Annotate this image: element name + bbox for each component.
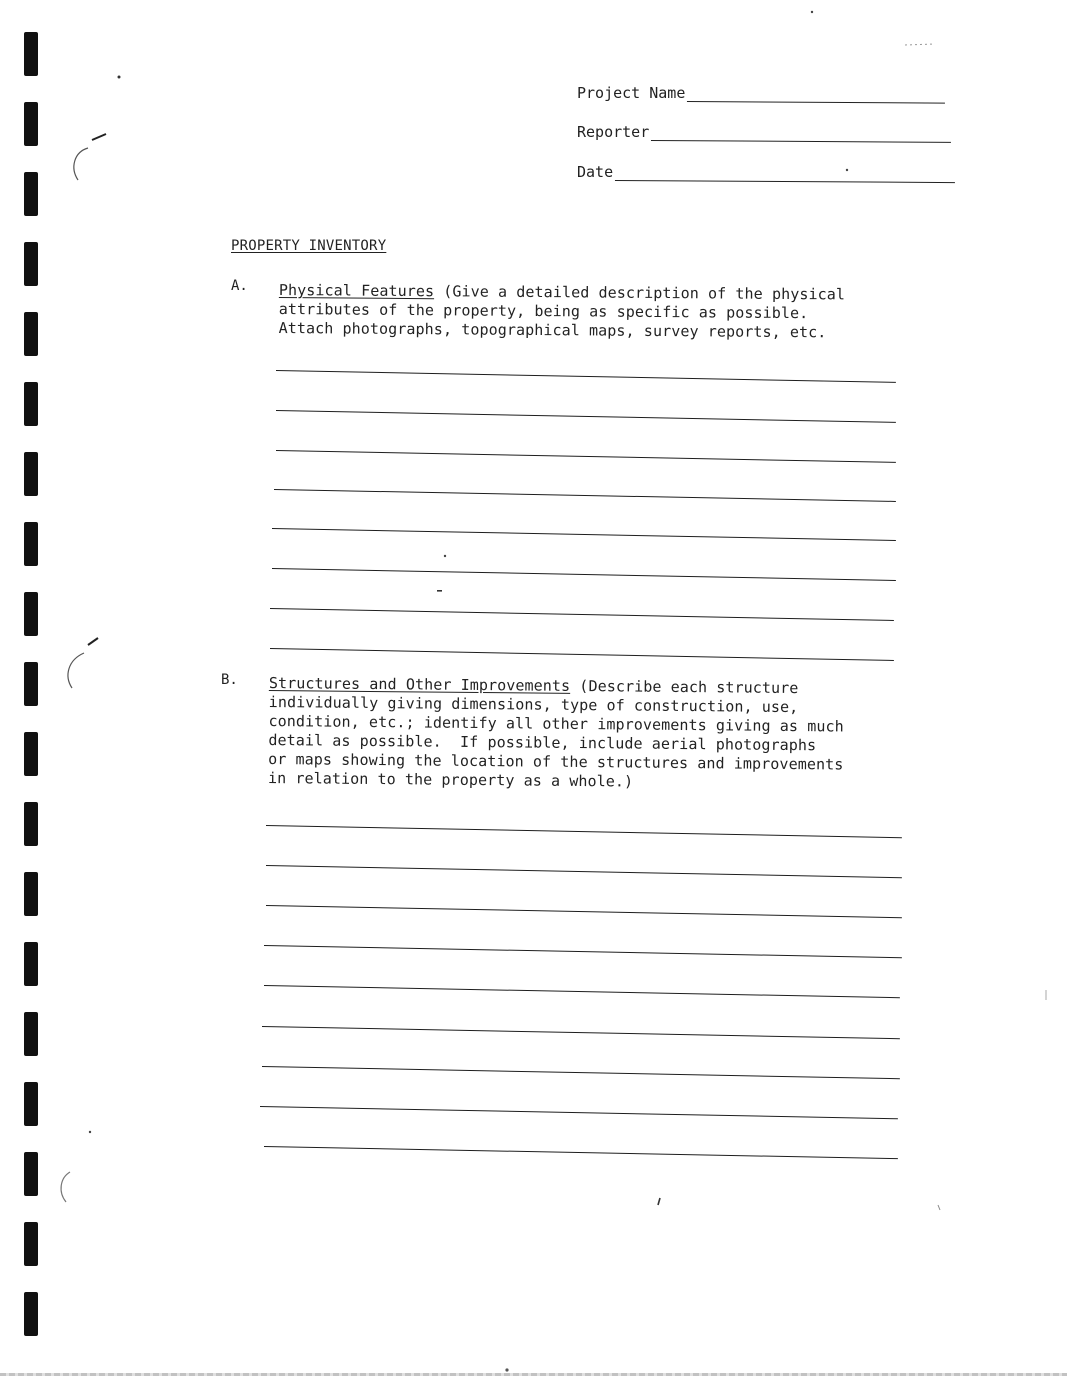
answer-line[interactable] <box>272 568 896 581</box>
answer-line[interactable] <box>272 528 896 541</box>
date-input-line[interactable] <box>615 166 955 183</box>
answer-line[interactable] <box>266 905 902 918</box>
item-b-text-line6: in relation to the property as a whole.) <box>267 768 634 791</box>
reporter-label: Reporter <box>577 123 650 141</box>
item-a-text-line2: attributes of the property, being as specific as possible. <box>278 299 809 323</box>
item-a-letter: A. <box>231 278 248 294</box>
answer-line[interactable] <box>262 1026 900 1039</box>
item-b-text-line5: or maps showing the location of the structures and improvements <box>268 749 844 774</box>
binder-mark <box>24 32 38 76</box>
binder-mark <box>24 1152 38 1196</box>
binder-mark <box>24 802 38 846</box>
binder-mark <box>24 452 38 496</box>
item-b-text-line1: (Describe each structure <box>570 676 799 698</box>
item-a-text-line3: Attach photographs, topographical maps, survey reports, etc. <box>278 318 827 342</box>
binder-mark <box>24 522 38 566</box>
reporter-field <box>577 123 951 141</box>
answer-line[interactable] <box>274 489 896 502</box>
item-a-text-line1: (Give a detailed description of the physical <box>434 282 846 304</box>
item-b-text-line3: condition, etc.; identify all other improvements giving as much <box>268 711 844 736</box>
date-label: Date <box>577 163 614 181</box>
binder-mark <box>24 382 38 426</box>
answer-line[interactable] <box>270 608 894 621</box>
reporter-input-line[interactable] <box>651 126 951 143</box>
item-b-description <box>268 674 844 794</box>
binder-mark <box>24 592 38 636</box>
answer-line[interactable] <box>276 410 896 423</box>
item-a-heading: Physical Features <box>278 281 435 301</box>
answer-line[interactable] <box>262 1066 900 1079</box>
binder-mark <box>24 102 38 146</box>
date-field <box>577 163 955 181</box>
binder-mark <box>24 1012 38 1056</box>
binder-mark <box>24 732 38 776</box>
section-title: PROPERTY INVENTORY <box>231 238 387 254</box>
scan-bottom-edge <box>0 1373 1067 1376</box>
item-b-letter: B. <box>221 672 238 688</box>
project-name-input-line[interactable] <box>687 87 945 104</box>
binder-mark <box>24 872 38 916</box>
project-name-field <box>577 84 945 102</box>
item-a-description <box>279 281 846 342</box>
binder-mark <box>24 1292 38 1336</box>
binder-mark <box>24 1222 38 1266</box>
binder-mark <box>24 1082 38 1126</box>
answer-line[interactable] <box>264 1146 898 1159</box>
item-b-text-line2: individually giving dimensions, type of construction, use, <box>268 692 799 717</box>
answer-line[interactable] <box>264 945 902 958</box>
answer-line[interactable] <box>264 985 900 998</box>
answer-line[interactable] <box>270 648 894 661</box>
binder-mark <box>24 172 38 216</box>
answer-line[interactable] <box>276 450 896 463</box>
item-b-heading: Structures and Other Improvements <box>268 674 571 695</box>
answer-line[interactable] <box>266 865 902 878</box>
answer-line[interactable] <box>266 825 902 838</box>
binder-mark <box>24 662 38 706</box>
binder-mark <box>24 942 38 986</box>
binder-mark <box>24 242 38 286</box>
item-b-text-line4: detail as possible. If possible, include aerial photographs <box>268 730 817 755</box>
binder-mark <box>24 312 38 356</box>
project-name-label: Project Name <box>577 84 686 102</box>
answer-line[interactable] <box>260 1106 898 1119</box>
answer-line[interactable] <box>276 370 896 383</box>
